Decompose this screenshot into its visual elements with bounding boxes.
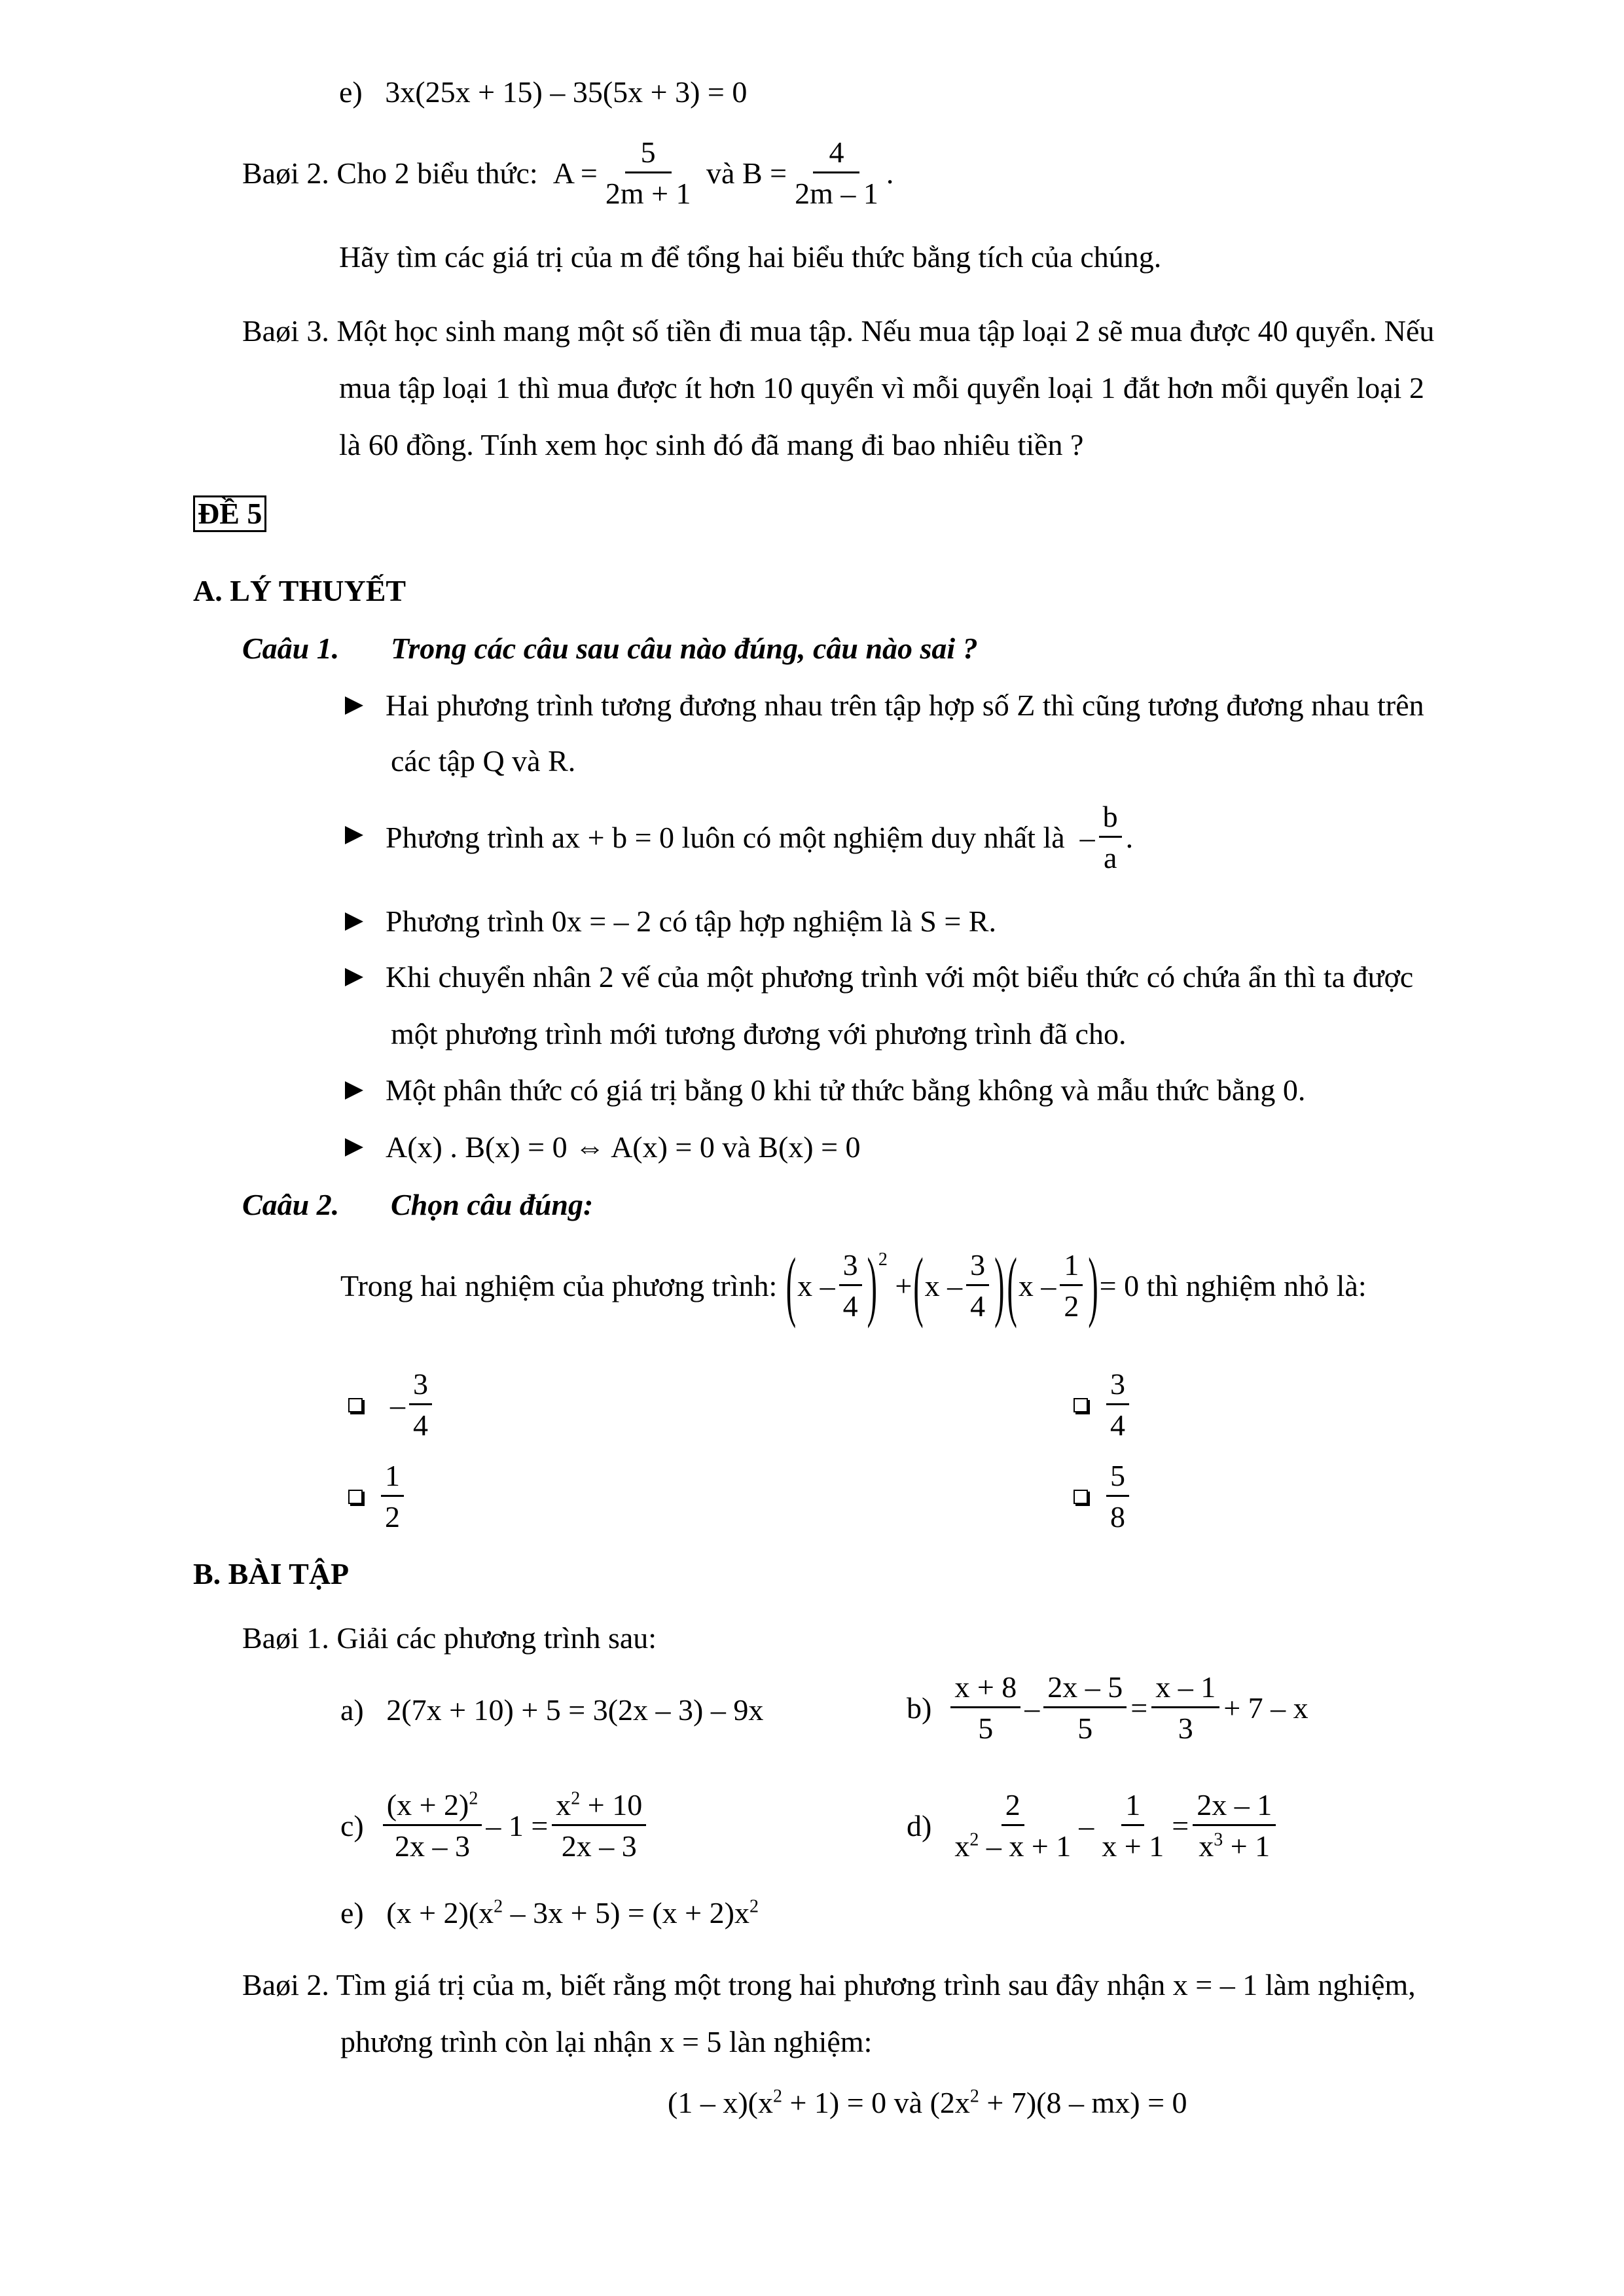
option-2[interactable]: $\frac{3}{4}$ bbox=[1074, 1369, 1133, 1441]
conjunction: và bbox=[706, 156, 735, 190]
cau1-prompt: Trong các câu sau câu nào đúng, câu nào sai ? bbox=[391, 632, 978, 665]
arrow-bullet-icon bbox=[345, 912, 363, 931]
arrow-bullet-icon bbox=[345, 968, 363, 986]
cau1-label: Caâu 1. bbox=[242, 632, 340, 665]
bai1-item-c: c) $\frac{(x + 2)^2}{2x - 3}$ – 1 = $\frac{x^2 + 10}{2x - 3}$ bbox=[340, 1790, 650, 1861]
bai2b-equations: $(1 - x)(x^2 + 1) = 0$ và $(2x^2 + 7)(8 - mx) = 0$ bbox=[668, 2086, 1187, 2119]
bai1-item-d: d) $\frac{2}{x^2 - x + 1}$ – $\frac{1}{x + 1}$ = $\frac{2x - 1}{x^3 + 1}$ bbox=[907, 1790, 1280, 1861]
statement-1-cont: các tập Q và R. bbox=[391, 744, 576, 778]
exam-title: ĐỀ 5 bbox=[193, 495, 266, 532]
option-1[interactable]: – $\frac{3}{4}$ bbox=[348, 1369, 436, 1441]
fraction-3-4: $\frac{3}{4}$ bbox=[839, 1250, 862, 1321]
section-a-heading: A. LÝ THUYẾT bbox=[193, 574, 406, 607]
statement-6: A(x) . B(x) = 0 ⇔ A(x) = 0 và B(x) = 0 bbox=[345, 1132, 861, 1162]
exercise-label: Baøi 2. bbox=[242, 1968, 329, 2001]
checkbox-icon[interactable] bbox=[1074, 1490, 1088, 1504]
fraction-b: $\frac{4}{2m - 1}$ bbox=[795, 135, 878, 210]
bai2-prompt: Baøi 2. Cho 2 biểu thức: A = $\frac{5}{2m + 1}$ và B = $\frac{4}{2m - 1}$ . bbox=[242, 135, 894, 210]
arrow-bullet-icon bbox=[345, 696, 363, 715]
bai3-line3: là 60 đồng. Tính xem học sinh đó đã mang đi bao nhiêu tiền ? bbox=[339, 428, 1084, 461]
checkbox-icon[interactable] bbox=[348, 1490, 363, 1504]
arrow-bullet-icon bbox=[345, 826, 363, 844]
fraction-3-4: $\frac{3}{4}$ bbox=[966, 1250, 989, 1321]
exercise-label: Baøi 1. bbox=[242, 1621, 329, 1655]
arrow-bullet-icon bbox=[345, 1138, 363, 1157]
option-3[interactable]: $\frac{1}{2}$ bbox=[348, 1461, 408, 1532]
statement-4: Khi chuyển nhân 2 vế của một phương trình với một biểu thức có chứa ẩn thì ta được bbox=[345, 962, 1413, 992]
item-label: e) bbox=[339, 75, 363, 109]
checkbox-icon[interactable] bbox=[1074, 1398, 1088, 1412]
fraction-1-2: $\frac{1}{2}$ bbox=[1060, 1250, 1083, 1321]
statement-3: Phương trình 0x = – 2 có tập hợp nghiệm là S = R. bbox=[345, 906, 996, 937]
bai1-item-b: b) $\frac{x + 8}{5}$ – $\frac{2x - 5}{5}$ = $\frac{x - 1}{3}$ + 7 – x bbox=[907, 1670, 1308, 1745]
cau2-stem: Trong hai nghiệm của phương trình: ( x – $\frac{3}{4}$ ) 2 + ( x – $\frac{3}{4}$ ) ( x – $\frac{1}{2}$ ) = 0 thì nghiệm nhỏ là: bbox=[340, 1241, 1367, 1329]
statement-2: Phương trình ax + b = 0 luôn có một nghiệm duy nhất là – $\frac{b}{a}$ . bbox=[345, 802, 1133, 873]
fraction-neg-b-over-a: $\frac{b}{a}$ bbox=[1099, 802, 1122, 873]
bai2-question: Hãy tìm các giá trị của m để tổng hai biểu thức bằng tích của chúng. bbox=[339, 240, 1162, 274]
statement-4-cont: một phương trình mới tương đương với phương trình đã cho. bbox=[391, 1017, 1127, 1050]
bai1-item-e: e) $(x + 2)(x^2 - 3x + 5) = (x + 2)x^2$ bbox=[340, 1896, 759, 1929]
bai1-prompt: Baøi 1. Giải các phương trình sau: bbox=[242, 1621, 657, 1655]
exercise-label: Baøi 2. bbox=[242, 156, 329, 190]
statement-5: Một phân thức có giá trị bằng 0 khi tử thức bằng không và mẫu thức bằng 0. bbox=[345, 1075, 1305, 1105]
bai2b-line1: Baøi 2. Tìm giá trị của m, biết rằng một trong hai phương trình sau đây nhận x = – 1 làm nghiệm, bbox=[242, 1968, 1416, 2001]
bai2b-line2: phương trình còn lại nhận x = 5 làn nghiệm: bbox=[340, 2025, 873, 2058]
option-4[interactable]: $\frac{5}{8}$ bbox=[1074, 1461, 1133, 1532]
checkbox-icon[interactable] bbox=[348, 1398, 363, 1412]
bai1-item-a: a) 2(7x + 10) + 5 = 3(2x – 3) – 9x bbox=[340, 1693, 764, 1727]
statement-1: Hai phương trình tương đương nhau trên tập hợp số Z thì cũng tương đương nhau trên bbox=[345, 691, 1424, 721]
exercise-label: Baøi 3. bbox=[242, 314, 329, 348]
cau2-prompt: Chọn câu đúng: bbox=[391, 1188, 594, 1221]
expr-a-label: A = bbox=[552, 156, 598, 190]
cau2-label: Caâu 2. bbox=[242, 1188, 340, 1221]
exercise-text: Cho 2 biểu thức: bbox=[336, 156, 538, 190]
section-b-heading: B. BÀI TẬP bbox=[193, 1557, 350, 1590]
bai3-line2: mua tập loại 1 thì mua được ít hơn 10 quyển vì mỗi quyển loại 1 đắt hơn mỗi quyển loại 2 bbox=[339, 371, 1424, 404]
exercise-item-e bbox=[339, 77, 747, 107]
arrow-bullet-icon bbox=[345, 1081, 363, 1100]
fraction-a: $\frac{5}{2m + 1}$ bbox=[605, 135, 691, 210]
bai3-line1: Baøi 3. Một học sinh mang một số tiền đi mua tập. Nếu mua tập loại 2 sẽ mua được 40 quyển. Nếu bbox=[242, 314, 1435, 348]
equation: 3x(25x + 15) – 35(5x + 3) = 0 bbox=[385, 75, 748, 109]
expr-b-label: B = bbox=[742, 156, 787, 190]
